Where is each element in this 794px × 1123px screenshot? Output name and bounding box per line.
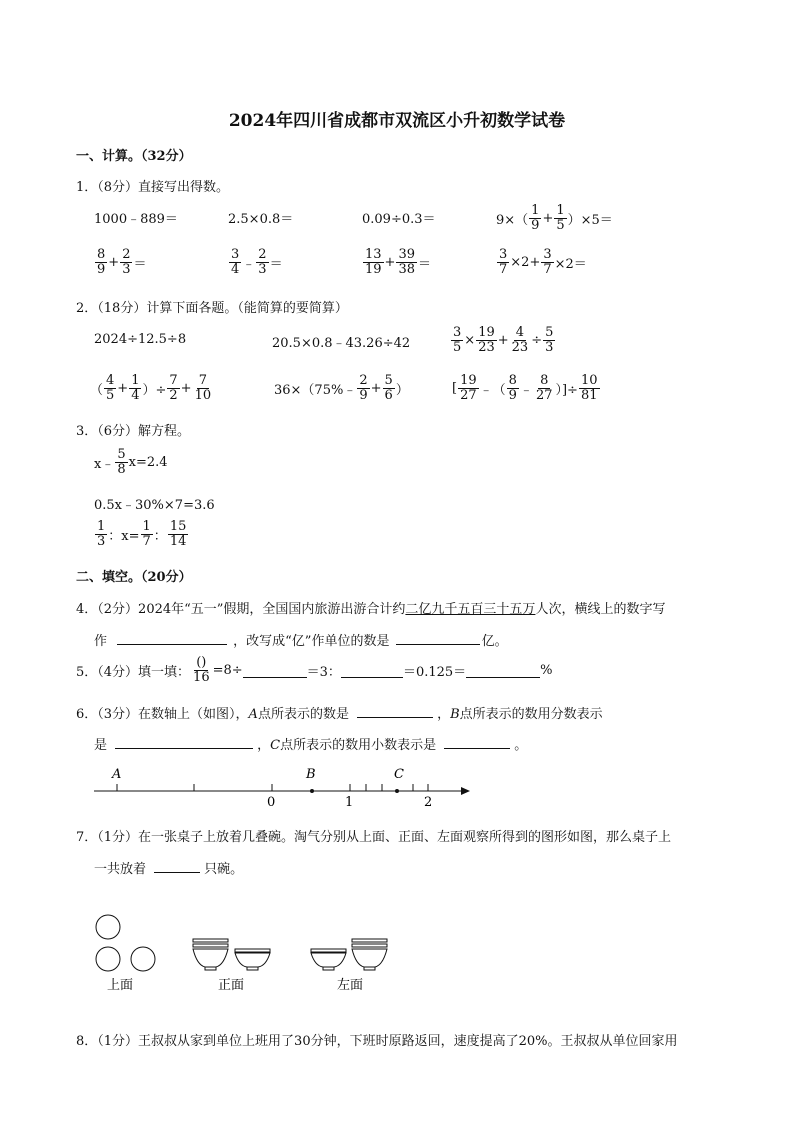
q2-d: （ $\frac{4}{5}$ + $\frac{1}{4}$ ）÷ $\frac{7}{2}$ + $\frac{7}{10}$ bbox=[90, 373, 212, 403]
q2-a: 2024÷12.5÷8 bbox=[94, 332, 187, 347]
q4-blank-2[interactable] bbox=[396, 630, 480, 645]
q5-blank-1[interactable] bbox=[243, 663, 307, 678]
q1-c: 0.09÷0.3＝ bbox=[362, 212, 436, 227]
tick-label-2: 2 bbox=[424, 795, 433, 810]
top-view-label: 上面 bbox=[107, 978, 134, 993]
tick-label-0: 0 bbox=[267, 795, 276, 810]
left-view-bowl-stack bbox=[352, 939, 387, 970]
q1-e: $\frac{8}{9}$ + $\frac{2}{3}$ ＝ bbox=[97, 247, 147, 277]
q2-b: 20.5×0.8﹣43.26÷42 bbox=[272, 336, 411, 351]
q1-a: 1000﹣889＝ bbox=[94, 212, 178, 227]
number-line-arrow bbox=[461, 787, 470, 795]
q4-blank-1[interactable] bbox=[117, 630, 227, 645]
q4-line1: 4．（2分）2024年“五一”假期，全国国内旅游出游合计约二亿九千五百三十五万人次，横线上的数字写 bbox=[76, 602, 666, 617]
q7-line1: 7．（1分）在一张桌子上放着几叠碗。淘气分别从上面、正面、左面观察所得到的图形如图，那么桌子上 bbox=[76, 830, 672, 845]
bowls-figure bbox=[0, 905, 794, 995]
q7-line2: 一共放着 只碗。 bbox=[94, 858, 243, 877]
top-view-circle bbox=[96, 947, 120, 971]
front-view-bowl-stack bbox=[193, 939, 228, 970]
left-view-label: 左面 bbox=[337, 978, 364, 993]
section-2-heading: 二、填空。（20分） bbox=[76, 570, 192, 585]
q2-e: 36×（75%﹣ $\frac{2}{9}$ + $\frac{5}{6}$ ） bbox=[274, 373, 409, 403]
q2-stem: 2．（18分）计算下面各题。（能简算的要简算） bbox=[76, 301, 348, 316]
label-c: C bbox=[394, 767, 404, 782]
left-view-bowl bbox=[311, 949, 346, 970]
q1-b: 2.5×0.8＝ bbox=[228, 212, 294, 227]
number-line-figure bbox=[0, 760, 794, 810]
tick-label-1: 1 bbox=[345, 795, 354, 810]
label-b: B bbox=[306, 767, 316, 782]
point-c bbox=[395, 789, 399, 793]
q5-blank-3[interactable] bbox=[466, 663, 540, 678]
front-view-label: 正面 bbox=[218, 978, 245, 993]
page-title: 2024年四川省成都市双流区小升初数学试卷 bbox=[228, 111, 566, 131]
q3-a: x﹣ $\frac{5}{8}$ x=2.4 bbox=[94, 447, 168, 477]
q3-b: 0.5x﹣30%×7=3.6 bbox=[94, 498, 215, 513]
q5-blank-2[interactable] bbox=[341, 663, 403, 678]
q6-blank-2[interactable] bbox=[115, 734, 253, 749]
q4-line2: 作 ，改写成“亿”作单位的数是 亿。 bbox=[94, 630, 508, 649]
q2-c: $\frac{3}{5}$ × $\frac{19}{23}$ + $\frac{4}{23}$ ÷ $\frac{5}{3}$ bbox=[453, 325, 554, 355]
q1-g: $\frac{13}{19}$ + $\frac{39}{38}$ ＝ bbox=[365, 247, 432, 277]
q6-line1: 6．（3分）在数轴上（如图），A点所表示的数是 ，B点所表示的数用分数表示 bbox=[76, 703, 603, 722]
point-b bbox=[310, 789, 314, 793]
q5-line: 5．（4分）填一填： $\frac{()}{16}$ =8÷ ＝3： ＝0.125＝ % bbox=[76, 655, 553, 685]
q1-h: $\frac{3}{7}$ ×2+ $\frac{3}{7}$ ×2＝ bbox=[499, 247, 587, 277]
q6-blank-3[interactable] bbox=[444, 734, 510, 749]
top-view-circle bbox=[96, 915, 120, 939]
q6-blank-1[interactable] bbox=[357, 703, 433, 718]
q6-line2: 是 ，C点所表示的数用小数表示是 。 bbox=[94, 734, 527, 753]
q3-c: $\frac{1}{3}$ ：x= $\frac{1}{7}$ ： $\frac{15}{14}$ bbox=[97, 519, 187, 549]
front-view-bowl bbox=[235, 949, 270, 970]
top-view-circle bbox=[131, 947, 155, 971]
q1-stem: 1．（8分）直接写出得数。 bbox=[76, 180, 230, 195]
q7-blank[interactable] bbox=[154, 858, 200, 873]
section-1-heading: 一、计算。（32分） bbox=[76, 149, 192, 164]
label-a: A bbox=[112, 767, 122, 782]
q3-stem: 3．（6分）解方程。 bbox=[76, 424, 191, 439]
q1-f: $\frac{3}{4}$ ﹣ $\frac{2}{3}$ ＝ bbox=[231, 247, 283, 277]
q1-d: 9×（ $\frac{1}{9}$ + $\frac{1}{5}$ ）×5＝ bbox=[496, 203, 613, 233]
q2-f: [ $\frac{19}{27}$ ﹣（ $\frac{8}{9}$ ﹣ $\frac{8}{27}$ ）]÷ $\frac{10}{81}$ bbox=[452, 373, 598, 403]
q4-underlined-number: 二亿九千五百三十五万 bbox=[405, 602, 536, 617]
q8-line1: 8．（1分）王叔叔从家到单位上班用了30分钟，下班时原路返回，速度提高了20%。王叔叔从单位回家用 bbox=[76, 1034, 678, 1049]
